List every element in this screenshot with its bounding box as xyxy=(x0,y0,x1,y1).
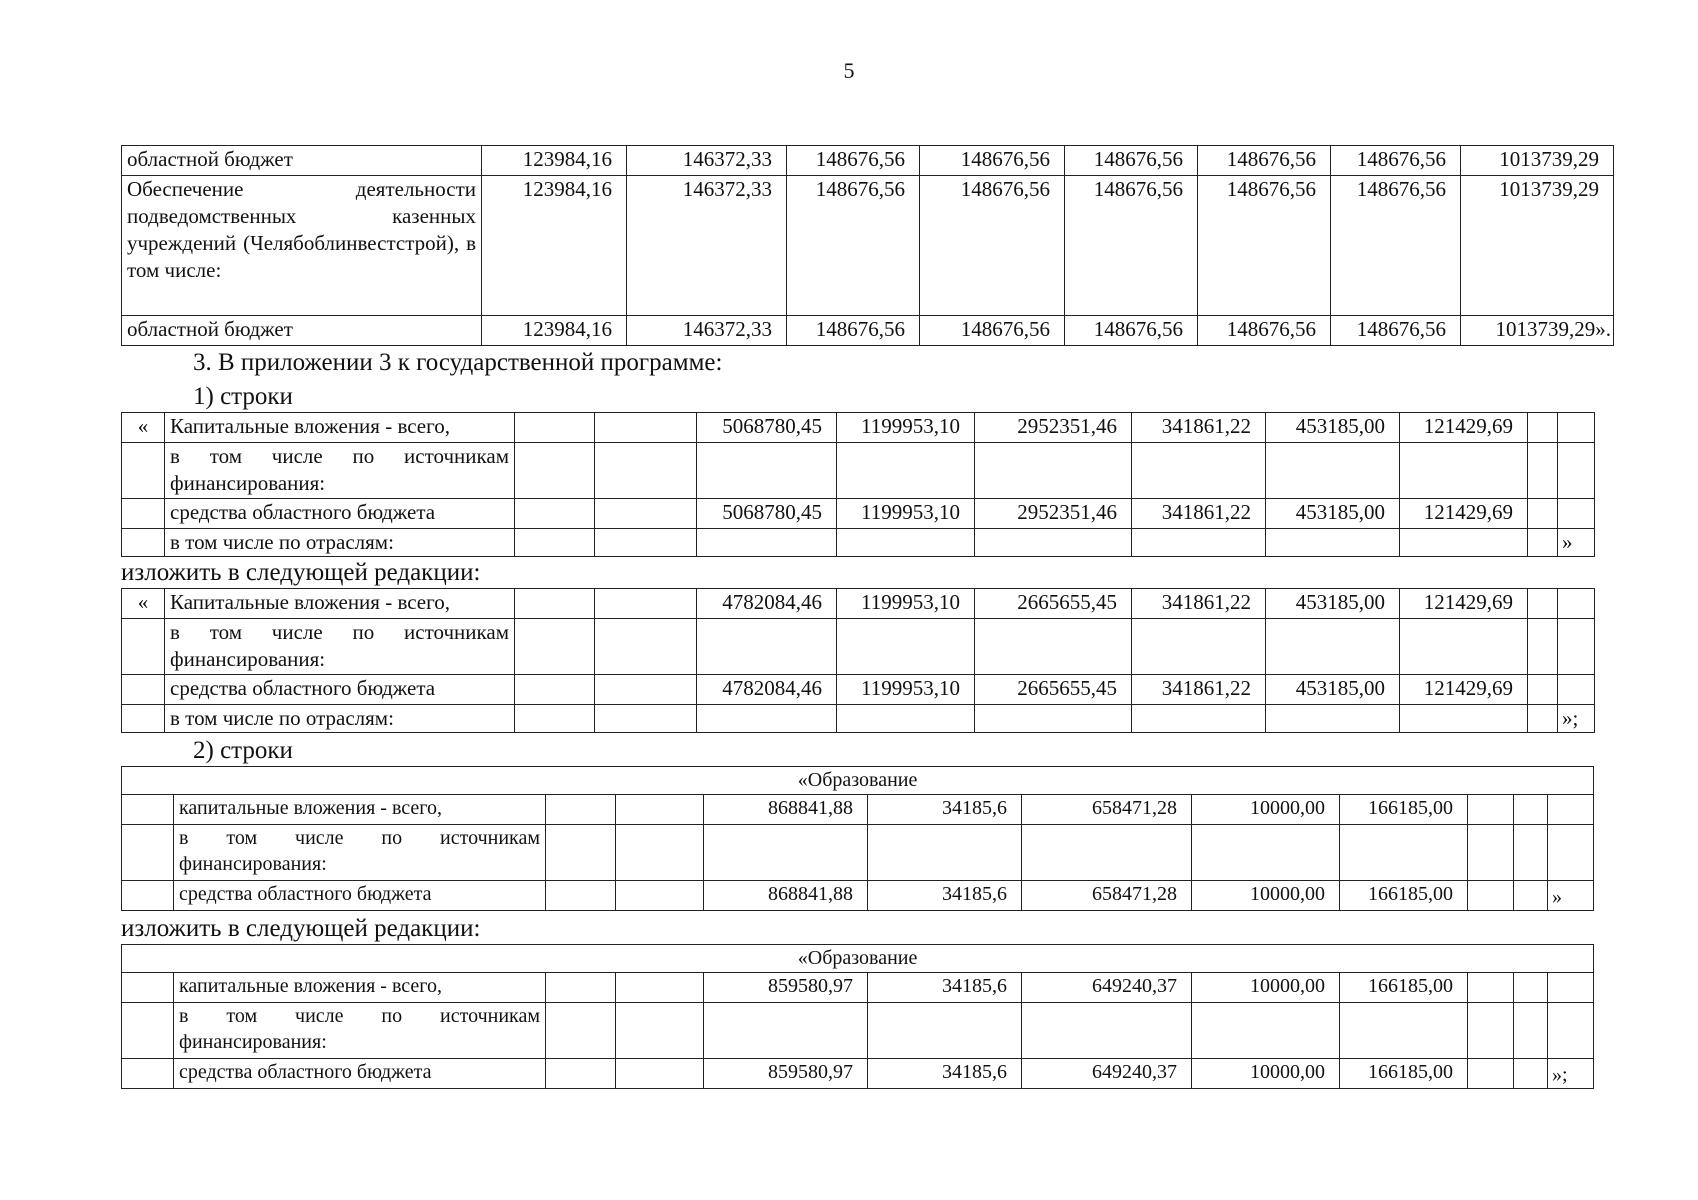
table-row xyxy=(122,443,1595,499)
cell-value: 166185,00 xyxy=(1340,973,1468,1003)
cell-value: 649240,37 xyxy=(1022,1059,1192,1089)
cell-value: 148676,56 xyxy=(1198,316,1331,346)
education-table-new xyxy=(121,944,1594,1089)
cell-value: 121429,69 xyxy=(1400,499,1528,529)
item-3-heading: 3. В приложении 3 к государственной программе: xyxy=(193,349,723,376)
cell-value: 148676,56 xyxy=(1065,146,1198,176)
cell-value: 34185,6 xyxy=(868,973,1022,1003)
education-table-old xyxy=(121,766,1594,911)
row-label: Капитальные вложения - всего, xyxy=(165,413,515,443)
cell-value: 658471,28 xyxy=(1022,795,1192,825)
cell-value: 1199953,10 xyxy=(837,675,975,705)
table-row xyxy=(122,1059,1594,1089)
cell-value: 34185,6 xyxy=(868,795,1022,825)
table-row xyxy=(122,316,1614,346)
cell-value: 148676,56 xyxy=(787,316,920,346)
cell-value: 868841,88 xyxy=(704,881,868,911)
cell-value: 121429,69 xyxy=(1400,413,1528,443)
cell-value: 123984,16 xyxy=(482,176,627,316)
cell-value: 10000,00 xyxy=(1192,1059,1340,1089)
cell-value: 148676,56 xyxy=(1331,146,1461,176)
close-quote: » xyxy=(1548,881,1594,911)
cell-value: 148676,56 xyxy=(1198,146,1331,176)
cell-value: 859580,97 xyxy=(704,973,868,1003)
subitem-2-heading: 2) строки xyxy=(193,737,293,764)
row-label: в том числе по отраслям: xyxy=(165,529,515,557)
open-quote: « xyxy=(122,589,165,619)
open-quote: « xyxy=(122,413,165,443)
table-row xyxy=(122,619,1595,675)
cell-value: 1199953,10 xyxy=(837,589,975,619)
row-label: в том числе по источникам финансирования: xyxy=(165,443,515,499)
table-row xyxy=(122,1003,1594,1059)
cell-value: 146372,33 xyxy=(627,176,787,316)
table-row xyxy=(122,529,1595,557)
cell-value: 859580,97 xyxy=(704,1059,868,1089)
cell-value: 341861,22 xyxy=(1132,675,1266,705)
row-label: Капитальные вложения - всего, xyxy=(165,589,515,619)
table-row xyxy=(122,589,1595,619)
cell-value: 453185,00 xyxy=(1266,499,1400,529)
section-header: «Образование xyxy=(122,945,1594,973)
cell-value: 453185,00 xyxy=(1266,589,1400,619)
section-header: «Образование xyxy=(122,767,1594,795)
row-label: средства областного бюджета xyxy=(165,499,515,529)
row-label: областной бюджет xyxy=(122,316,482,346)
cell-value: 148676,56 xyxy=(920,176,1065,316)
cell-value: 1013739,29». xyxy=(1461,316,1614,346)
cell-value: 453185,00 xyxy=(1266,675,1400,705)
cell-value: 146372,33 xyxy=(627,316,787,346)
cell-value: 2665655,45 xyxy=(975,589,1132,619)
row-label: капитальные вложения - всего, xyxy=(174,973,546,1003)
cell-value: 2952351,46 xyxy=(975,413,1132,443)
budget-table-1 xyxy=(121,145,1614,346)
cell-value: 1199953,10 xyxy=(837,413,975,443)
cell-value: 341861,22 xyxy=(1132,499,1266,529)
cell-value: 649240,37 xyxy=(1022,973,1192,1003)
cell-value: 4782084,46 xyxy=(697,589,837,619)
cell-value: 868841,88 xyxy=(704,795,868,825)
cell-value: 1013739,29 xyxy=(1461,176,1614,316)
edit-heading-2: изложить в следующей редакции: xyxy=(121,915,481,942)
table-row xyxy=(122,767,1594,795)
cell-value: 148676,56 xyxy=(920,316,1065,346)
cell-value: 10000,00 xyxy=(1192,973,1340,1003)
cell-value: 148676,56 xyxy=(1065,176,1198,316)
cell-value: 5068780,45 xyxy=(697,413,837,443)
table-row xyxy=(122,825,1594,881)
row-label: областной бюджет xyxy=(122,146,482,176)
cell-value: 148676,56 xyxy=(787,146,920,176)
row-label: средства областного бюджета xyxy=(165,675,515,705)
cell-value: 341861,22 xyxy=(1132,589,1266,619)
capital-investments-table-new xyxy=(121,588,1595,733)
row-label: в том числе по источникам финансирования: xyxy=(174,825,546,881)
cell-value: 121429,69 xyxy=(1400,675,1528,705)
cell-value: 1199953,10 xyxy=(837,499,975,529)
cell-value: 148676,56 xyxy=(1331,176,1461,316)
cell-value: 148676,56 xyxy=(920,146,1065,176)
table-row xyxy=(122,146,1614,176)
table-row xyxy=(122,675,1595,705)
row-label: капитальные вложения - всего, xyxy=(174,795,546,825)
cell-value: 658471,28 xyxy=(1022,881,1192,911)
cell-value: 10000,00 xyxy=(1192,881,1340,911)
cell-value: 146372,33 xyxy=(627,146,787,176)
row-label: Обеспечение деятельности подведомственных казенных учреждений (Челябоблинвестстрой), в том числе: xyxy=(122,176,482,316)
cell-value: 166185,00 xyxy=(1340,881,1468,911)
cell-value: 453185,00 xyxy=(1266,413,1400,443)
table-row xyxy=(122,881,1594,911)
cell-value: 148676,56 xyxy=(1331,316,1461,346)
capital-investments-table-old xyxy=(121,412,1595,557)
table-row xyxy=(122,705,1595,733)
cell-value: 166185,00 xyxy=(1340,1059,1468,1089)
row-label: в том числе по отраслям: xyxy=(165,705,515,733)
row-label: в том числе по источникам финансирования: xyxy=(165,619,515,675)
cell-value: 1013739,29 xyxy=(1461,146,1614,176)
cell-value: 34185,6 xyxy=(868,1059,1022,1089)
table-row xyxy=(122,413,1595,443)
close-quote: » xyxy=(1558,529,1595,557)
cell-value: 121429,69 xyxy=(1400,589,1528,619)
table-row xyxy=(122,499,1595,529)
close-quote: »; xyxy=(1558,705,1595,733)
cell-value: 4782084,46 xyxy=(697,675,837,705)
cell-value: 148676,56 xyxy=(1198,176,1331,316)
cell-value: 34185,6 xyxy=(868,881,1022,911)
cell-value: 123984,16 xyxy=(482,146,627,176)
cell-value: 341861,22 xyxy=(1132,413,1266,443)
cell-value: 123984,16 xyxy=(482,316,627,346)
page-number: 5 xyxy=(843,58,855,83)
row-label: в том числе по источникам финансирования: xyxy=(174,1003,546,1059)
table-row xyxy=(122,973,1594,1003)
cell-value: 148676,56 xyxy=(1065,316,1198,346)
cell-value: 2665655,45 xyxy=(975,675,1132,705)
table-row xyxy=(122,795,1594,825)
table-row xyxy=(122,176,1614,316)
subitem-1-heading: 1) строки xyxy=(193,383,293,410)
cell-value: 5068780,45 xyxy=(697,499,837,529)
table-row xyxy=(122,945,1594,973)
cell-value: 166185,00 xyxy=(1340,795,1468,825)
row-label: средства областного бюджета xyxy=(174,881,546,911)
row-label: средства областного бюджета xyxy=(174,1059,546,1089)
cell-value: 2952351,46 xyxy=(975,499,1132,529)
close-quote: »; xyxy=(1548,1059,1594,1089)
cell-value: 10000,00 xyxy=(1192,795,1340,825)
cell-value: 148676,56 xyxy=(787,176,920,316)
edit-heading-1: изложить в следующей редакции: xyxy=(121,559,481,586)
